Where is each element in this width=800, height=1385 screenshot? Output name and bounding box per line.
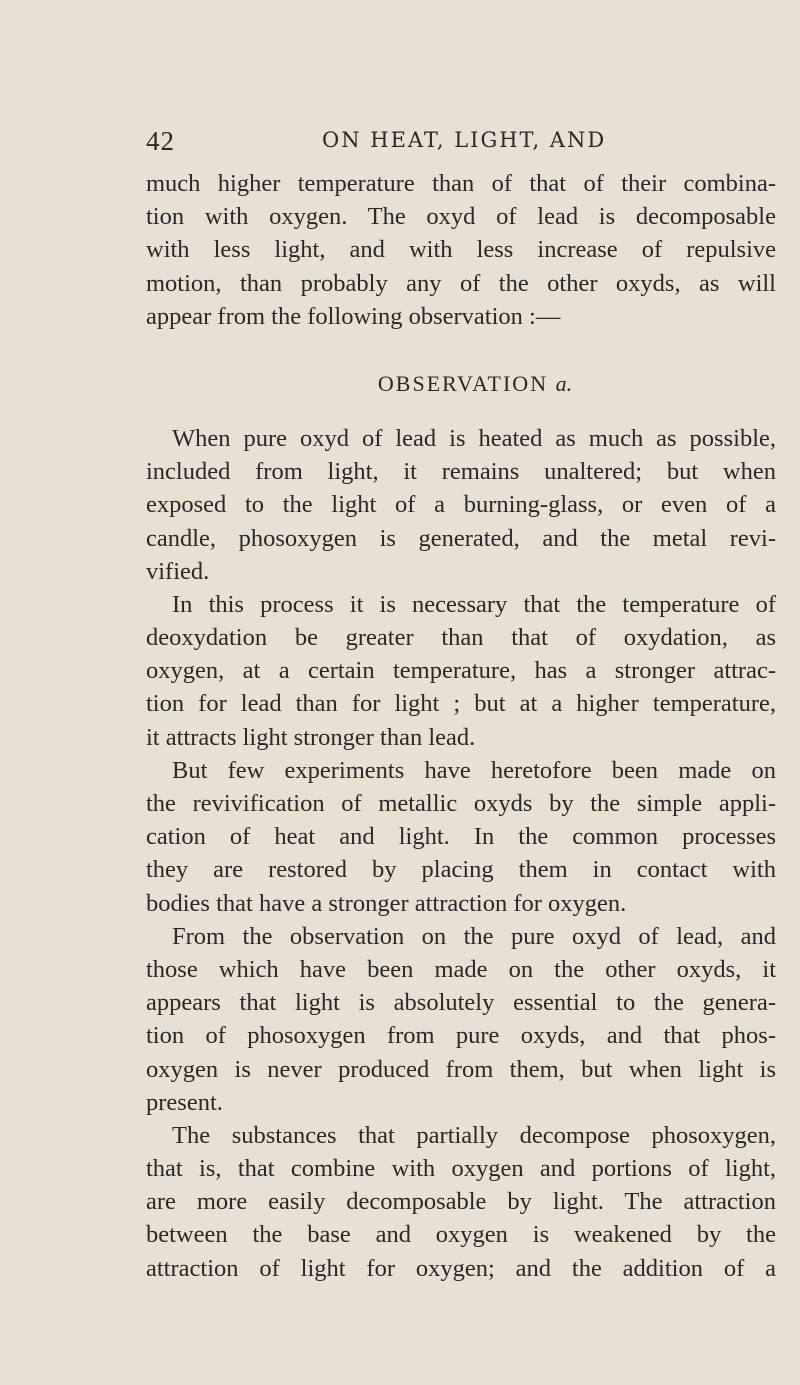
text-line: bodies that have a stronger attraction for oxygen. [146,889,627,917]
paragraph-2 [146,422,776,588]
paragraph-3 [146,588,776,754]
text-line: the revivification of metallic oxyds by the simple appli- [146,790,776,817]
text-line: vified. [146,557,210,585]
text-line: oxygen is never produced from them, but when light is [146,1055,776,1083]
text-line: The substances that partially decompose phosoxygen, [172,1121,776,1149]
section-heading-label: OBSERVATION [377,370,549,396]
text-line: attraction of light for oxygen; and the addition of a [146,1254,776,1282]
text-line: tion for lead than for light ; but at a higher temperature, [146,690,776,718]
section-heading-letter: a. [555,370,573,396]
text-line: present. [146,1088,223,1116]
text-line: But few experiments have heretofore been made on [172,756,776,784]
running-head-title: ON HEAT, LIGHT, AND [322,128,607,152]
text-line: that is, that combine with oxygen and portions of light, [146,1155,776,1183]
paragraph-1 [146,167,776,333]
text-line: appears that light is absolutely essential to the genera- [146,989,776,1017]
text-line: much higher temperature than of that of their combina- [146,170,776,197]
page-number: 42 [146,126,175,156]
text-line: motion, than probably any of the other oxyds, as will [146,269,776,297]
text-line: deoxydation be greater than that of oxydation, as [146,624,776,652]
text-line: with less light, and with less increase of repulsive [146,236,776,264]
text-line: included from light, it remains unaltered; but when [146,458,776,486]
text-line: candle, phosoxygen is generated, and the metal revi- [146,524,776,552]
text-line: they are restored by placing them in contact with [146,856,776,884]
body-text [146,167,776,1285]
text-line: between the base and oxygen is weakened by the [146,1221,776,1249]
paragraph-5 [146,920,776,1119]
text-line: In this process it is necessary that the temperature of [172,590,776,618]
text-line: it attracts light stronger than lead. [146,723,476,751]
running-head [146,126,776,160]
text-line: exposed to the light of a burning-glass, or even of a [146,491,776,519]
text-line: cation of heat and light. In the common processes [146,823,776,851]
text-line: From the observation on the pure oxyd of lead, and [172,922,776,950]
text-line: tion with oxygen. The oxyd of lead is decomposable [146,203,776,231]
paragraph-4 [146,754,776,920]
text-line: When pure oxyd of lead is heated as much as possible, [172,424,776,452]
text-line: are more easily decomposable by light. The attraction [146,1188,776,1216]
text-line: tion of phosoxygen from pure oxyds, and that phos- [146,1022,776,1050]
paragraph-6 [146,1119,776,1285]
section-heading [174,364,776,404]
text-line: appear from the following observation :— [146,302,561,330]
text-line: those which have been made on the other oxyds, it [146,955,776,983]
text-line: oxygen, at a certain temperature, has a stronger attrac- [146,657,776,685]
